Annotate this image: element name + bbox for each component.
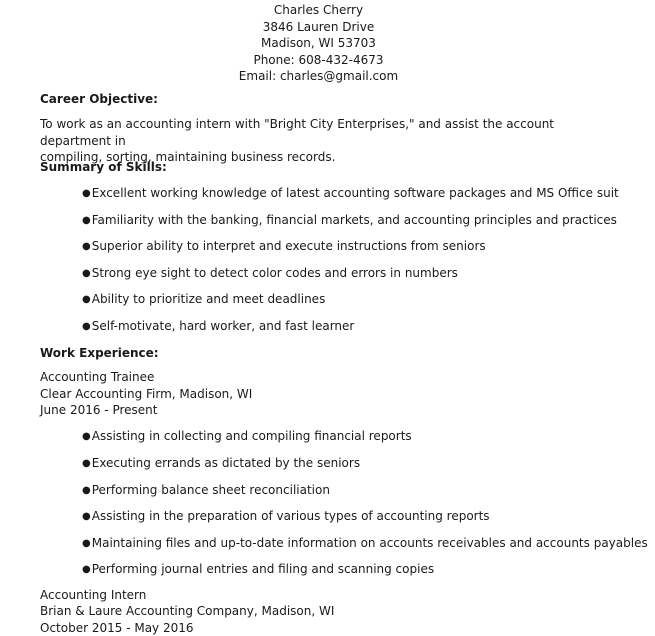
duty-text: Executing errands as dictated by the seniors: [91, 456, 361, 470]
job-company: Brian & Laure Accounting Company, Madison, WI: [40, 604, 335, 618]
job-dates: October 2015 - May 2016: [40, 621, 194, 635]
duty-item: [82, 455, 360, 473]
duty-text: Performing journal entries and filing and scanning copies: [91, 562, 435, 576]
bullet-icon: ●: [82, 267, 91, 279]
duty-item: [82, 535, 648, 553]
contact-header: [0, 2, 655, 85]
bullet-icon: ●: [82, 458, 91, 469]
bullet-icon: ●: [82, 188, 91, 199]
duty-text: Assisting in the preparation of various types of accounting reports: [91, 509, 490, 523]
skill-item: [82, 212, 617, 230]
email-address: Email: charles@gmail.com: [238, 69, 399, 83]
skill-item: [82, 265, 458, 283]
duty-item: [82, 482, 330, 500]
skill-item: [82, 238, 486, 256]
bullet-icon: ●: [82, 320, 91, 332]
career-objective-heading: Career Objective:: [40, 92, 158, 106]
street-address: 3846 Lauren Drive: [262, 19, 375, 34]
phone-number: Phone: 608-432-4673: [253, 52, 384, 67]
duty-item: [82, 508, 490, 526]
duty-text: Assisting in collecting and compiling financial reports: [91, 429, 412, 443]
skill-text: Strong eye sight to detect color codes and errors in numbers: [91, 265, 458, 280]
skill-text: Excellent working knowledge of latest accounting software packages and MS Office suit: [91, 186, 619, 200]
skill-text: Superior ability to interpret and execute instructions from seniors: [91, 239, 486, 253]
skills-heading: Summary of Skills:: [40, 160, 167, 174]
work-experience-heading: Work Experience:: [40, 346, 159, 360]
skill-text: Ability to prioritize and meet deadlines: [91, 292, 326, 306]
bullet-icon: ●: [82, 484, 91, 496]
job-company: Clear Accounting Firm, Madison, WI: [40, 386, 253, 401]
objective-line-2: compiling, sorting, maintaining business records.: [40, 150, 336, 164]
city-state-zip: Madison, WI 53703: [261, 36, 376, 50]
bullet-icon: ●: [82, 564, 91, 575]
duty-text: Performing balance sheet reconciliation: [91, 482, 330, 497]
bullet-icon: ●: [82, 294, 91, 305]
job-dates: June 2016 - Present: [40, 403, 158, 417]
duty-item: [82, 428, 412, 446]
skill-item: [82, 185, 619, 203]
skill-item: [82, 291, 325, 309]
bullet-icon: ●: [82, 511, 91, 522]
bullet-icon: ●: [82, 214, 91, 226]
objective-line-1: To work as an accounting intern with "Bright City Enterprises," and assist the account department in: [40, 117, 555, 148]
duty-item: [82, 561, 434, 579]
job-title: Accounting Intern: [40, 588, 147, 602]
bullet-icon: ●: [82, 431, 91, 442]
duty-text: Maintaining files and up-to-date information on accounts receivables and accounts payables: [91, 535, 648, 550]
skill-item: [82, 318, 354, 336]
skill-text: Self-motivate, hard worker, and fast learner: [91, 318, 355, 333]
candidate-name: Charles Cherry: [273, 3, 364, 17]
bullet-icon: ●: [82, 537, 91, 549]
job-title: Accounting Trainee: [40, 370, 155, 384]
skill-text: Familiarity with the banking, financial markets, and accounting principles and practices: [91, 212, 617, 227]
bullet-icon: ●: [82, 241, 91, 252]
